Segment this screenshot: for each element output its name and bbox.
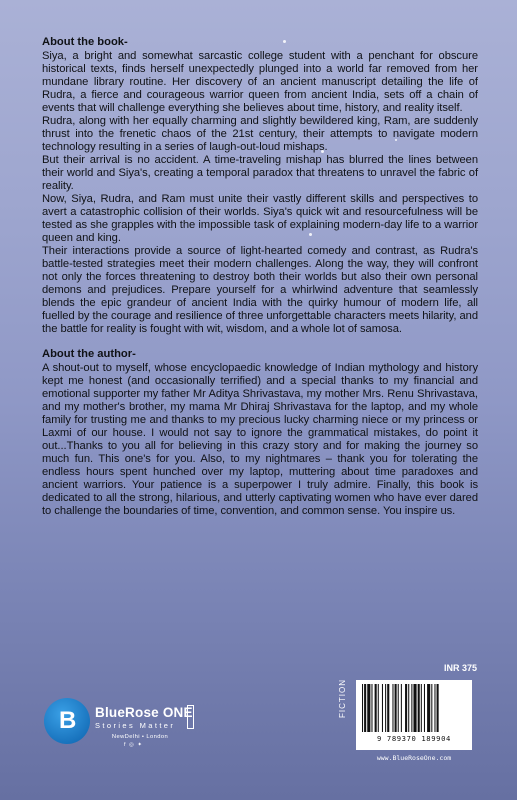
about-book-paragraph: Their interactions provide a source of light-hearted comedy and contrast, as Rudra's battle-tested strategies meet their modern challenges. Along the way, they will confront not only the forces threatening to destroy both their worlds but also their own personal demons and prejudices. Prepare yourself for a whirlwind adventure that seamlessly blends the epic grandeur of ancient India with the quirky humour of modern life, all fuelled by the courage and resilience of three unforgettable characters meets hilarity, and the battle for reality is fought with wit, wisdom, and a whole lot of samosa. [42,245,478,335]
barcode-panel [356,680,472,750]
barcode-bar [382,684,383,732]
back-cover-text [42,36,478,518]
barcode-bar [375,684,377,732]
logo-letter: B [59,707,77,734]
barcode-bar [424,684,425,732]
genre-label: FICTION [338,679,347,718]
barcode-bar [413,684,416,732]
about-book-paragraph: Siya, a bright and somewhat sarcastic college student with a penchant for obscure historical texts, finds herself unexpectedly plunged into a world far removed from her mundane library routine. Her discovery of an ancient manuscript detailing the life of Rudra, a fierce and courageous warrior queen from ancient India, sets off a chain of events that will challenge everything she believes about time, history, and reality itself. [42,50,478,114]
barcode-bar [392,684,393,732]
barcode-bar [395,684,397,732]
barcode-bar [367,684,370,732]
barcode-bar [362,684,363,732]
isbn-number: 9 789370 189904 [377,734,451,743]
barcode-bar [411,684,412,732]
barcode-bar [421,684,422,732]
barcode-bar [378,684,379,732]
barcode-bar [431,684,432,732]
genre-label-wrap [338,664,353,744]
barcode-bar [387,684,389,732]
publisher-logo-icon [44,698,90,744]
publisher-name: BlueRose ONE [95,705,193,720]
logo-mark-decoration [187,705,194,729]
about-book-heading: About the book- [42,36,128,48]
barcode-bar [434,684,435,732]
about-author-heading: About the author- [42,348,136,360]
about-book-paragraph: Rudra, along with her equally charming and slightly bewildered king, Ram, are suddenly thrust into the frenetic chaos of the 21st century, their attempts to navigate modern technology resulting in a series of laugh-out-loud mishaps. [42,115,478,153]
barcode-bar [405,684,407,732]
about-book-paragraph: But their arrival is no accident. A time-traveling mishap has blurred the lines between their world and Siya's, creating a temporal paradox that threatens to unravel the fabric of reality. [42,154,478,192]
barcode-bar [437,684,439,732]
about-book-paragraph: Now, Siya, Rudra, and Ram must unite their vastly different skills and perspectives to avert a catastrophic collision of their worlds. Siya's quick wit and resourcefulness will be tested as she grapples with the impossible task of explaining modern-day life to a warrior queen and king. [42,193,478,244]
publisher-cities: NewDelhi • London [111,734,169,740]
barcode-bar [371,684,372,732]
publisher-website: www.BlueRoseOne.com [376,754,452,762]
publisher-tagline: Stories Matter [95,721,176,730]
barcode-bar [418,684,420,732]
barcode-bar [401,684,402,732]
barcode-bar [408,684,409,732]
social-icons: f ◎ ✦ [124,742,143,748]
barcode-bar [385,684,386,732]
price-label: INR 375 [443,663,477,673]
barcode-bar [427,684,430,732]
about-author-paragraph: A shout-out to myself, whose encyclopaedic knowledge of Indian mythology and history kept me honest (and occasionally terrified) and a special thanks to my financial and emotional supporter my father Mr Aditya Shrivastava, my mother Mrs. Renu Shrivastava, and my mother's brother, my mama Mr Dhiraj Shrivastava for the laptop, and my whole family for trusting me and thanks to my precious lucky charming niece or my princess or Laxmi of our house. I would not say to ignore the grammatical mistakes, do point it out...Thanks to you all for believing in this crazy story and for making the journey so much fun. This one's for you. Also, to my nightmares – thank you for tolerating the endless hours spent hunched over my laptop, muttering about time paradoxes and ancient warriors. Your patience is a superpower I truly admire. Finally, this book is dedicated to all the strong, hilarious, and utterly captivating women who have ever dared to challenge the boundaries of time, convention, and common sense. You inspire us. [42,362,478,517]
barcode-bar [364,684,366,732]
barcode-icon [362,684,466,732]
barcode-bar [398,684,399,732]
